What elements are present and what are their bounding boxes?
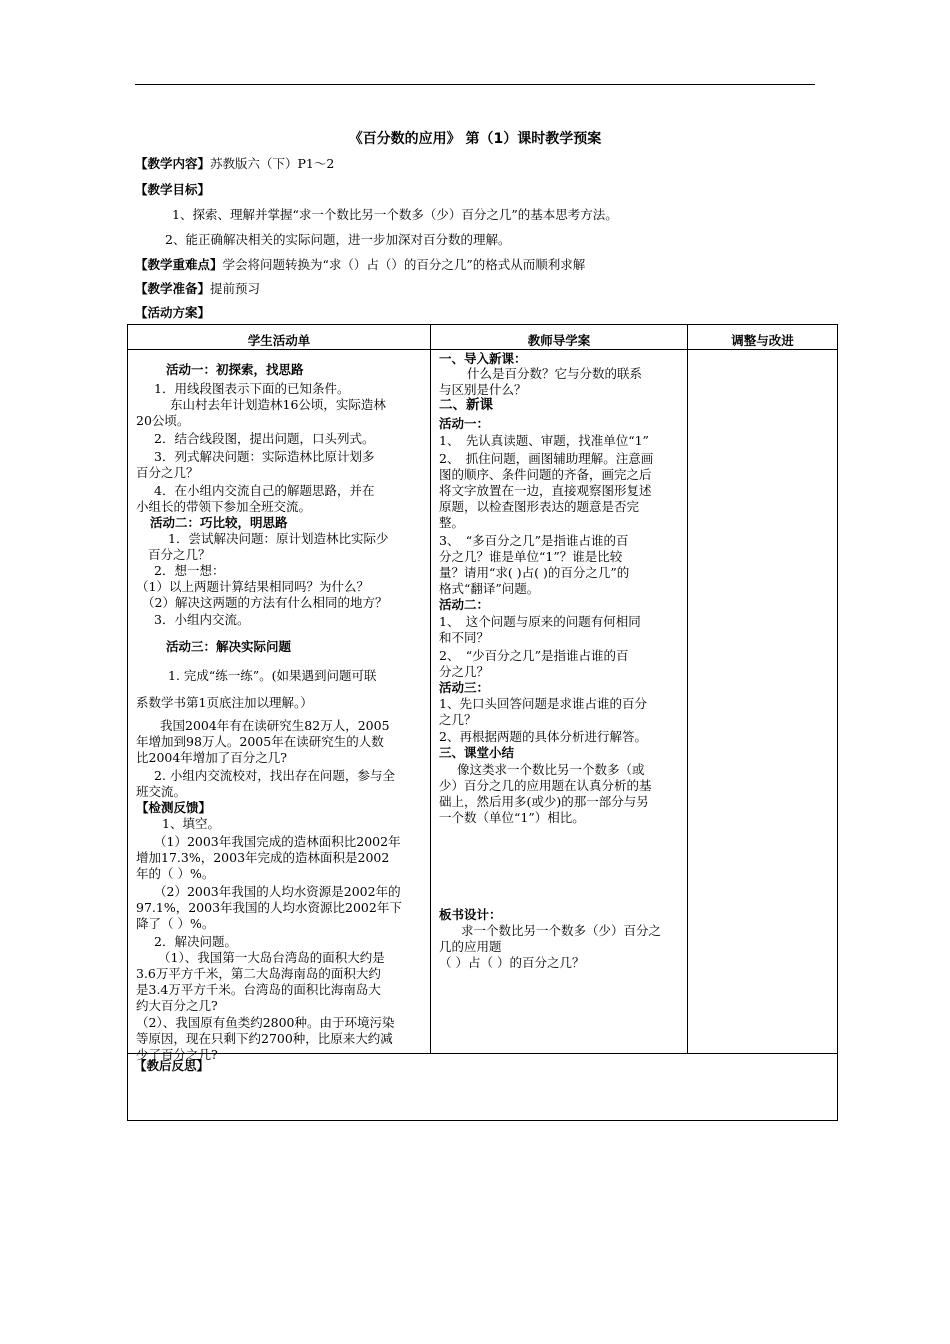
teacher-line: 活动一： — [439, 416, 490, 431]
student-line: 20公顷。 — [136, 413, 190, 428]
teacher-line: 和不同？ — [439, 630, 490, 645]
student-line: 3.6万平方千米，第二大岛海南岛的面积大约 — [136, 966, 381, 981]
student-line: 约大百分之几? — [136, 998, 218, 1013]
teacher-line: 三、课堂小结 — [439, 745, 515, 760]
document-title: 《百分数的应用》 第（1）课时教学预案 — [348, 131, 602, 147]
info-goals: 【教学目标】 — [135, 182, 211, 197]
teacher-line: 图的顺序、条件问题的齐备，画完之后 — [439, 467, 652, 482]
student-line: 比2004年增加了百分之几? — [136, 750, 288, 765]
student-line: 小组长的带领下参加全班交流。 — [136, 499, 312, 514]
info-keypoints: 【教学重难点】学会将问题转换为“求（）占（）的百分之几”的格式从而顺利求解 — [135, 257, 586, 272]
adjust-column — [688, 350, 837, 1053]
student-line: 【检测反馈】 — [136, 800, 212, 815]
teacher-line: 整。 — [439, 515, 465, 530]
teacher-line: 二、新课 — [439, 397, 493, 413]
student-line: 1．用线段图表示下面的已知条件。 — [154, 381, 350, 396]
student-line: 2．想一想： — [154, 563, 225, 578]
student-line: 3．列式解决问题：实际造林比原计划多 — [154, 449, 375, 464]
student-line: 我国2004年有在读研究生82万人，2005 — [160, 718, 390, 733]
goal-1: 1、探索、理解并掌握“求一个数比另一个数多（少）百分之几”的基本思考方法。 — [172, 207, 618, 222]
teacher-line: 与区别是什么？ — [439, 382, 527, 397]
teacher-line: 少）百分之几的应用题在认真分析的基 — [439, 778, 652, 793]
goal-2: 2、能正确解决相关的实际问题，进一步加深对百分数的理解。 — [165, 232, 511, 247]
student-line: 2. 小组内交流校对，找出存在问题，参与全 — [154, 768, 395, 783]
student-line: 少了百分之几? — [136, 1047, 218, 1062]
teacher-line: 2、 “少百分之几”是指谁占谁的百 — [439, 648, 629, 663]
teacher-line: 像这类求一个数比另一个数多（或 — [457, 762, 645, 777]
teacher-line: 活动三： — [439, 680, 490, 695]
student-line: 等原因，现在只剩下约2700种，比原来大约减 — [136, 1031, 393, 1046]
teacher-line: 2、再根据两题的具体分析进行解答。 — [439, 729, 647, 744]
teacher-line: 1、 这个问题与原来的问题有何相同 — [439, 614, 641, 629]
info-plan: 【活动方案】 — [135, 305, 211, 320]
student-line: 97.1%，2003年我国的人均水资源比2002年下 — [136, 900, 402, 915]
teacher-line: 将文字放置在一边，直接观察图形复述 — [439, 483, 652, 498]
teacher-line: 求一个数比另一个数多（少）百分之 — [461, 923, 662, 938]
student-line: 东山村去年计划造林16公顷，实际造林 — [170, 397, 386, 412]
student-line: 百分之几？ — [136, 465, 199, 480]
teacher-line: 格式“翻译”问题。 — [439, 581, 540, 596]
teacher-line: 之几？ — [439, 712, 477, 727]
teacher-line: 分之几？ — [439, 664, 490, 679]
teacher-line: 板书设计： — [439, 907, 502, 922]
student-line: 1. 完成“练一练”。(如果遇到问题可联 — [168, 668, 377, 683]
activity-table — [127, 324, 838, 1121]
student-line: 增加17.3%，2003年完成的造林面积是2002 — [136, 850, 390, 865]
teacher-line: 1、 先认真读题、审题，找准单位“1” — [439, 433, 649, 448]
teacher-line: 原题，以检查图形表达的题意是否完 — [439, 499, 640, 514]
student-line: （2）解决这两题的方法有什么相同的地方？ — [142, 595, 388, 610]
teacher-line: 活动二： — [439, 597, 490, 612]
student-line: 3．小组内交流。 — [154, 612, 250, 627]
student-line: 年增加到98万人。2005年在读研究生的人数 — [136, 734, 384, 749]
header-adjust: 调整与改进 — [688, 325, 838, 350]
student-line: （2）2003年我国的人均水资源是2002年的 — [154, 884, 401, 899]
teacher-line: 一、导入新课： — [439, 351, 527, 366]
student-line: （1）以上两题计算结果相同吗？为什么？ — [136, 579, 369, 594]
student-line: （1）2003年我国完成的造林面积比2002年 — [154, 834, 401, 849]
student-line: （1）、我国第一大岛台湾岛的面积大约是 — [158, 950, 385, 965]
student-line: 百分之几？ — [148, 547, 211, 562]
reflection-label: 【教后反思】 — [134, 1058, 210, 1073]
student-line: 是3.4万平方千米。台湾岛的面积比海南岛大 — [136, 982, 381, 997]
student-line: 活动一：初探索，找思路 — [166, 362, 304, 377]
student-line: 年的（ ）%。 — [136, 866, 215, 881]
teacher-guide-column — [431, 350, 687, 1053]
info-content: 【教学内容】苏教版六（下）P1～2 — [135, 156, 335, 171]
teacher-line: 2、 抓住问题，画图辅助理解。注意画 — [439, 451, 654, 466]
teacher-line: 量？请用“求( )占( )的百分之几”的 — [439, 565, 630, 580]
student-line: 活动三：解决实际问题 — [166, 639, 292, 654]
student-line: （2）、我国原有鱼类约2800种。由于环境污染 — [136, 1015, 395, 1030]
teacher-line: 3、 “多百分之几”是指谁占谁的百 — [439, 533, 629, 548]
student-line: 系数学书第1页底注加以理解。） — [136, 695, 313, 710]
student-line: 1．尝试解决问题：原计划造林比实际少 — [168, 531, 389, 546]
teacher-line: 础上，然后用多(或少)的那一部分与另 — [439, 794, 649, 809]
header-student: 学生活动单 — [128, 325, 431, 350]
teacher-line: 1、先口头回答问题是求谁占谁的百分 — [439, 696, 647, 711]
teacher-line: 一个数（单位“1”）相比。 — [439, 810, 585, 825]
student-line: 降了（ ）%。 — [136, 916, 215, 931]
student-line: 2．结合线段图，提出问题，口头列式。 — [154, 431, 375, 446]
student-activity-column — [128, 350, 430, 1062]
student-line: 4．在小组内交流自己的解题思路，并在 — [154, 483, 375, 498]
header-rule — [135, 84, 815, 85]
student-line: 2．解决问题。 — [154, 934, 237, 949]
teacher-line: 分之几？谁是单位“1”？谁是比较 — [439, 549, 623, 564]
student-line: 1、填空。 — [162, 816, 220, 831]
teacher-line: 几的应用题 — [439, 939, 502, 954]
info-prep: 【教学准备】提前预习 — [135, 281, 261, 296]
student-line: 活动二：巧比较，明思路 — [150, 515, 288, 530]
teacher-line: 什么是百分数？它与分数的联系 — [467, 366, 643, 381]
teacher-line: （ ）占（ ）的百分之几？ — [439, 955, 585, 970]
header-teacher: 教师导学案 — [431, 325, 688, 350]
student-line: 班交流。 — [136, 784, 187, 799]
